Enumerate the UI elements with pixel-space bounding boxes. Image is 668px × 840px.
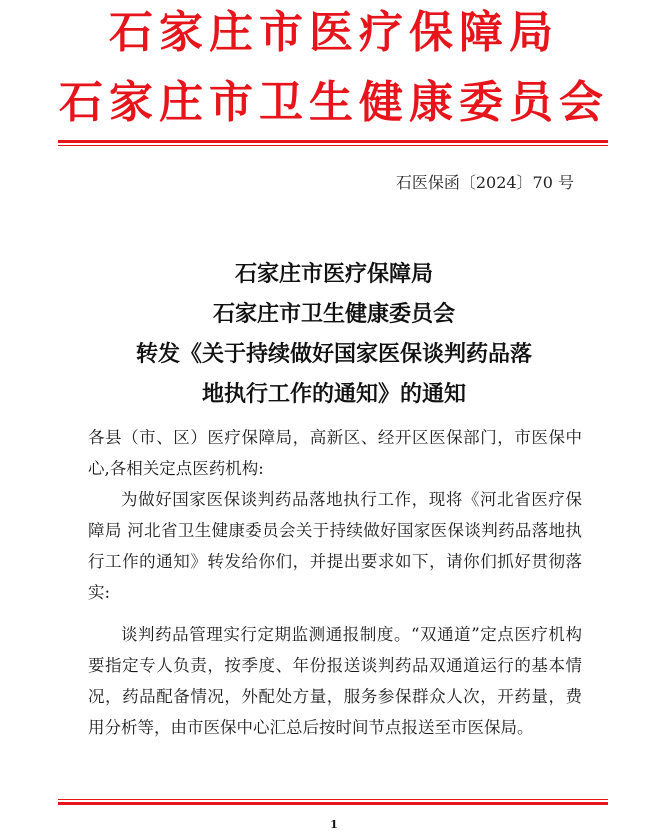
- header-divider-thin: [58, 145, 608, 146]
- footer-divider-thin: [58, 799, 608, 800]
- footer-divider-thick: [58, 802, 608, 805]
- issuing-authority-header-1: 石家庄市医疗保障局: [109, 7, 559, 58]
- issuing-authority-header-2: 石家庄市卫生健康委员会: [59, 77, 609, 128]
- body-paragraph-1: 为做好国家医保谈判药品落地执行工作，现将《河北省医疗保障局 河北省卫生健康委员会关于持续做好国家医保谈判药品落地执行工作的通知》转发给你们，并提出要求如下，请你们抓好贯彻落实:: [88, 490, 582, 602]
- addressee: 各县（市、区）医疗保障局，高新区、经开区医保部门，市医保中心,各相关定点医药机构:: [88, 428, 582, 478]
- body-paragraph-2: 谈判药品管理实行定期监测通报制度。“双通道”定点医疗机构要指定专人负责，按季度、年份报送谈判药品双通道运行的基本情况，药品配备情况，外配处方量，服务参保群众人次，开药量，费用分析等，由市医保中心汇总后按时间节点报送至市医保局。: [88, 625, 582, 737]
- document-number: 石医保函〔2024〕70 号: [395, 173, 574, 192]
- page-number: 1: [330, 818, 338, 831]
- title-line-1: 石家庄市医疗保障局: [234, 261, 433, 287]
- title-line-4: 地执行工作的通知》的通知: [201, 381, 466, 407]
- header-divider-thick: [58, 140, 608, 143]
- title-line-3: 转发《关于持续做好国家医保谈判药品落: [135, 341, 532, 367]
- title-line-2: 石家庄市卫生健康委员会: [212, 301, 455, 327]
